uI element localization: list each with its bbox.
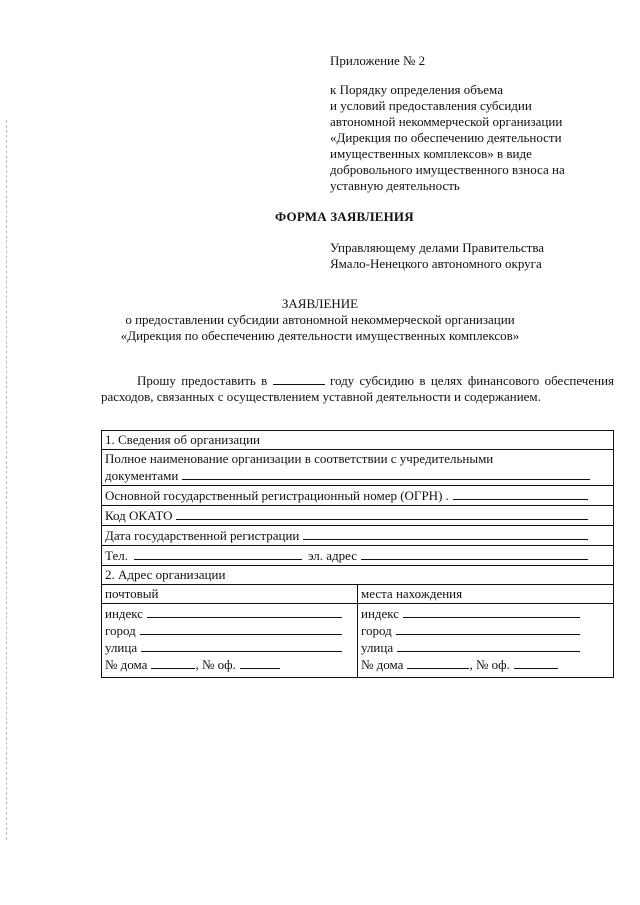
phone-label: Тел. [105, 548, 128, 563]
ogrn-label: Основной государственный регистрационный номер (ОГРН) . [105, 488, 449, 503]
appendix-line: автономной некоммерческой организации [330, 114, 563, 129]
postal-office-label: , № оф. [195, 657, 236, 672]
postal-city-field[interactable] [140, 622, 342, 635]
reg-date-label: Дата государственной регистрации [105, 528, 300, 543]
section-address-label: 2. Адрес организации [105, 567, 226, 582]
postal-house-field[interactable] [151, 656, 195, 669]
location-index-label: индекс [361, 606, 400, 621]
statement-heading: ЗАЯВЛЕНИЕ [281, 296, 359, 311]
phone-field[interactable] [134, 547, 302, 560]
addressee-block [330, 240, 544, 272]
addressee-line: Управляющему делами Правительства [330, 240, 545, 255]
full-name-label: Полное наименование организации в соответствии с учредительными [105, 451, 494, 466]
organization-form-table [101, 430, 614, 678]
postal-office-field[interactable] [240, 656, 280, 669]
okato-label: Код ОКАТО [105, 508, 173, 523]
postal-header: почтовый [105, 586, 159, 601]
location-street-label: улица [361, 640, 394, 655]
section-org-info [102, 431, 614, 450]
postal-house-label: № дома [105, 657, 148, 672]
addressee-line: Ямало-Ненецкого автономного округа [330, 256, 542, 271]
appendix-line: к Порядку определения объема [330, 82, 503, 97]
location-city-field[interactable] [396, 622, 580, 635]
location-house-field[interactable] [407, 656, 469, 669]
form-title: ФОРМА ЗАЯВЛЕНИЯ [275, 209, 414, 224]
email-label: эл. адрес [307, 548, 358, 563]
year-field[interactable] [273, 372, 325, 385]
location-index-field[interactable] [403, 605, 580, 618]
section-org-info-label: 1. Сведения об организации [105, 432, 261, 447]
location-header-cell [358, 585, 614, 604]
location-office-label: , № оф. [469, 657, 510, 672]
postal-street-field[interactable] [141, 639, 342, 652]
full-name-field[interactable] [182, 467, 590, 480]
location-office-field[interactable] [514, 656, 558, 669]
okato-field[interactable] [176, 507, 588, 520]
appendix-line: имущественных комплексов» в виде [330, 146, 532, 161]
postal-header-cell [102, 585, 358, 604]
statement-subtitle: «Дирекция по обеспечению деятельности имущественных комплексов» [120, 328, 520, 343]
section-address [102, 566, 614, 585]
appendix-line: добровольного имущественного взноса на [330, 162, 565, 177]
location-house-label: № дома [361, 657, 404, 672]
location-street-field[interactable] [397, 639, 580, 652]
ogrn-field[interactable] [453, 487, 588, 500]
appendix-block [330, 53, 620, 194]
contacts-row [102, 546, 614, 566]
request-paragraph [101, 372, 614, 405]
statement-heading-block [0, 296, 640, 344]
appendix-number: Приложение № 2 [330, 53, 426, 68]
appendix-line: уставную деятельность [330, 178, 460, 193]
location-city-label: город [361, 623, 392, 638]
postal-street-label: улица [105, 640, 138, 655]
reg-date-field[interactable] [303, 527, 588, 540]
location-header: места нахождения [361, 586, 463, 601]
postal-index-field[interactable] [147, 605, 342, 618]
full-name-row [102, 450, 614, 486]
request-text-start: Прошу предоставить в [137, 373, 268, 388]
scan-margin-dashes [6, 120, 7, 840]
okato-row [102, 506, 614, 526]
full-name-label-cont: документами [105, 468, 179, 483]
ogrn-row [102, 486, 614, 506]
statement-subtitle: о предоставлении субсидии автономной некоммерческой организации [125, 312, 515, 327]
appendix-line: и условий предоставления субсидии [330, 98, 532, 113]
location-address-cell [358, 604, 614, 678]
postal-index-label: индекс [105, 606, 144, 621]
email-field[interactable] [361, 547, 588, 560]
reg-date-row [102, 526, 614, 546]
appendix-line: «Дирекция по обеспечению деятельности [330, 130, 562, 145]
postal-city-label: город [105, 623, 136, 638]
postal-address-cell [102, 604, 358, 678]
request-text-end: году субсидию в целях финансового обеспечения расходов, связанных с осуществлением уставной деятельности и содержанием. [101, 373, 615, 404]
